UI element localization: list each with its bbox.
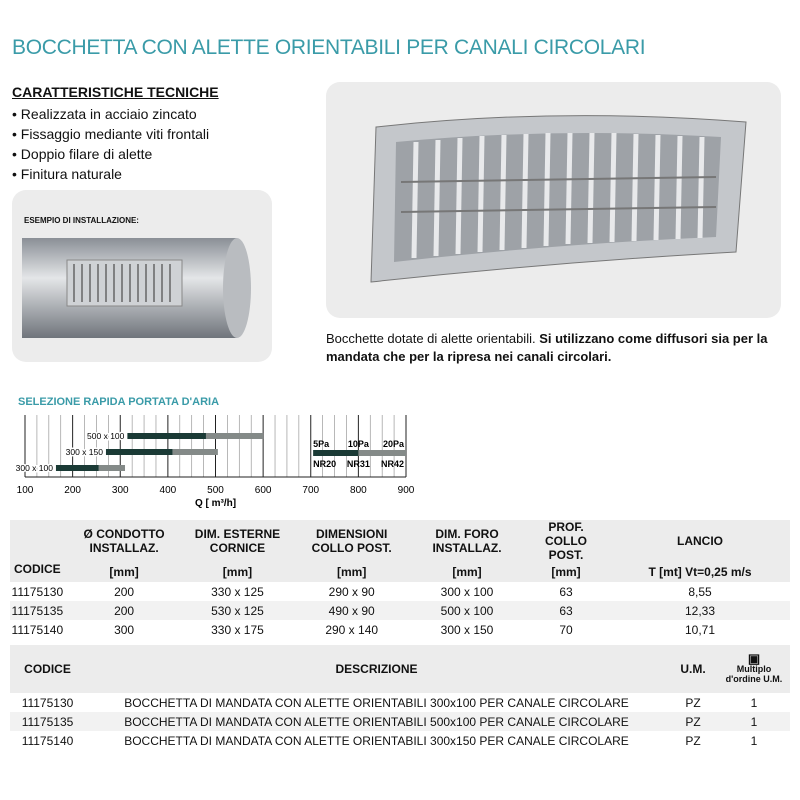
legend-pressure: 20Pa bbox=[382, 439, 404, 449]
col-header: DESCRIZIONE bbox=[85, 645, 668, 693]
table-cell: 11175140 bbox=[21, 733, 74, 748]
table-cell: PZ bbox=[668, 712, 718, 731]
table-cell: 530 x 125 bbox=[184, 601, 292, 620]
bar-5-10pa bbox=[106, 449, 173, 455]
installation-label: ESEMPIO DI INSTALLAZIONE: bbox=[24, 216, 139, 225]
col-header: DIM. ESTERNE CORNICE bbox=[184, 520, 292, 562]
boxes-icon: ▣ bbox=[747, 651, 761, 666]
legend-pressure: 10Pa bbox=[347, 439, 369, 449]
table-cell: 330 x 125 bbox=[211, 584, 264, 599]
table-cell: 11175130 bbox=[11, 584, 64, 599]
table-cell: PZ bbox=[685, 733, 701, 748]
legend-noise: NR31 bbox=[346, 459, 370, 469]
product-image bbox=[326, 82, 781, 318]
series-label: 300 x 150 bbox=[65, 447, 103, 457]
bar-10-20pa bbox=[99, 465, 125, 471]
page-title: BOCCHETTA CON ALETTE ORIENTABILI PER CANALI CIRCOLARI bbox=[12, 36, 646, 59]
bar-10-20pa bbox=[206, 433, 263, 439]
feature-item: • Fissaggio mediante viti frontali bbox=[12, 124, 209, 144]
table-cell: 11175130 bbox=[21, 695, 74, 710]
table-cell: 300 x 150 bbox=[440, 622, 494, 637]
bar-5-10pa bbox=[127, 433, 206, 439]
unit-header: [mm] bbox=[65, 562, 184, 582]
legend-bar-dark bbox=[313, 450, 358, 456]
x-tick-label: 300 bbox=[111, 485, 129, 496]
table-cell: BOCCHETTA DI MANDATA CON ALETTE ORIENTABILI 300x100 PER CANALE CIRCOLARE bbox=[124, 695, 629, 710]
series-label: 500 x 100 bbox=[87, 431, 125, 441]
col-header: DIMENSIONI COLLO POST. bbox=[291, 520, 412, 562]
unit-header: [mm] bbox=[522, 562, 610, 582]
table-cell: 1 bbox=[750, 733, 758, 748]
legend-bar-light bbox=[358, 450, 406, 456]
x-axis-label: Q [ m³/h] bbox=[194, 498, 237, 509]
table-cell: 1 bbox=[750, 695, 758, 710]
x-tick-label: 100 bbox=[16, 485, 34, 496]
table-cell: 290 x 140 bbox=[325, 622, 379, 637]
table-cell: 300 bbox=[114, 622, 135, 637]
table-cell: 70 bbox=[559, 622, 573, 637]
bar-10-20pa bbox=[173, 449, 218, 455]
x-tick-label: 800 bbox=[350, 485, 367, 496]
x-tick-label: 200 bbox=[64, 485, 81, 496]
unit-header: [mm] bbox=[412, 562, 522, 582]
feature-item: • Finitura naturale bbox=[12, 164, 209, 184]
col-header: DIM. FORO INSTALLAZ. bbox=[412, 520, 522, 562]
x-tick-label: 600 bbox=[254, 485, 272, 496]
airflow-chart bbox=[0, 405, 420, 510]
legend-pressure: 5Pa bbox=[313, 439, 330, 449]
table-cell: PZ bbox=[685, 695, 701, 710]
feature-item: • Realizzata in acciaio zincato bbox=[12, 104, 209, 124]
table-cell: 1 bbox=[718, 712, 790, 731]
legend-noise: NR42 bbox=[380, 459, 404, 469]
col-header: LANCIO bbox=[610, 520, 790, 562]
order-table bbox=[10, 645, 790, 750]
table-cell: BOCCHETTA DI MANDATA CON ALETTE ORIENTABILI 300x150 PER CANALE CIRCOLARE bbox=[124, 733, 629, 748]
table-row bbox=[10, 582, 790, 601]
table-cell: 200 bbox=[114, 584, 135, 599]
col-header: CODICE bbox=[10, 645, 85, 693]
table-cell: 490 x 90 bbox=[291, 601, 412, 620]
table-cell: 63 bbox=[522, 601, 610, 620]
col-header: U.M. bbox=[668, 645, 718, 693]
table-cell: 12,33 bbox=[610, 601, 790, 620]
col-header: PROF. COLLO POST. bbox=[522, 520, 610, 562]
table-cell: 10,71 bbox=[684, 622, 716, 637]
legend-noise: NR20 bbox=[313, 459, 337, 469]
chart-title: SELEZIONE RAPIDA PORTATA D'ARIA bbox=[18, 396, 220, 408]
table-row bbox=[10, 693, 790, 712]
unit-header: T [mt] Vt=0,25 m/s bbox=[610, 562, 790, 582]
features-list bbox=[12, 104, 209, 184]
table-cell: 330 x 175 bbox=[211, 622, 264, 637]
x-tick-label: 700 bbox=[302, 485, 320, 496]
table-row bbox=[10, 620, 790, 639]
features-heading: CARATTERISTICHE TECNICHE bbox=[12, 84, 219, 100]
feature-item: • Doppio filare di alette bbox=[12, 144, 209, 164]
series-label: 300 x 100 bbox=[15, 463, 53, 473]
x-tick-label: 400 bbox=[159, 485, 177, 496]
table-cell: 63 bbox=[559, 584, 573, 599]
table-cell: 200 bbox=[65, 601, 184, 620]
col-header: Ø CONDOTTO INSTALLAZ. bbox=[65, 520, 184, 562]
table-cell: 11175140 bbox=[11, 622, 64, 637]
table-row bbox=[10, 731, 790, 750]
x-tick-label: 900 bbox=[397, 485, 415, 496]
x-tick-label: 500 bbox=[207, 485, 224, 496]
table-cell: 11175135 bbox=[10, 712, 85, 731]
specs-table bbox=[10, 520, 790, 639]
col-header bbox=[718, 645, 790, 693]
table-cell: 500 x 100 bbox=[412, 601, 522, 620]
bar-5-10pa bbox=[56, 465, 99, 471]
description-bold-text: Si utilizzano come diffusori sia per la mandata che per la ripresa nei canali circolari. bbox=[326, 331, 768, 364]
description-text: Bocchette dotate di alette orientabili. bbox=[326, 331, 540, 346]
table-row bbox=[10, 601, 790, 620]
table-cell: 8,55 bbox=[688, 584, 712, 599]
multiplo-label: Multiplo d'ordine U.M. bbox=[725, 664, 783, 684]
table-cell: BOCCHETTA DI MANDATA CON ALETTE ORIENTABILI 500x100 PER CANALE CIRCOLARE bbox=[85, 712, 668, 731]
table-row bbox=[10, 712, 790, 731]
table-cell: 290 x 90 bbox=[328, 584, 375, 599]
table-cell: 11175135 bbox=[10, 601, 65, 620]
col-header: CODICE bbox=[10, 520, 65, 582]
unit-header: [mm] bbox=[184, 562, 292, 582]
unit-header: [mm] bbox=[291, 562, 412, 582]
table-cell: 300 x 100 bbox=[440, 584, 494, 599]
product-description bbox=[326, 330, 791, 366]
product-card bbox=[326, 82, 781, 318]
